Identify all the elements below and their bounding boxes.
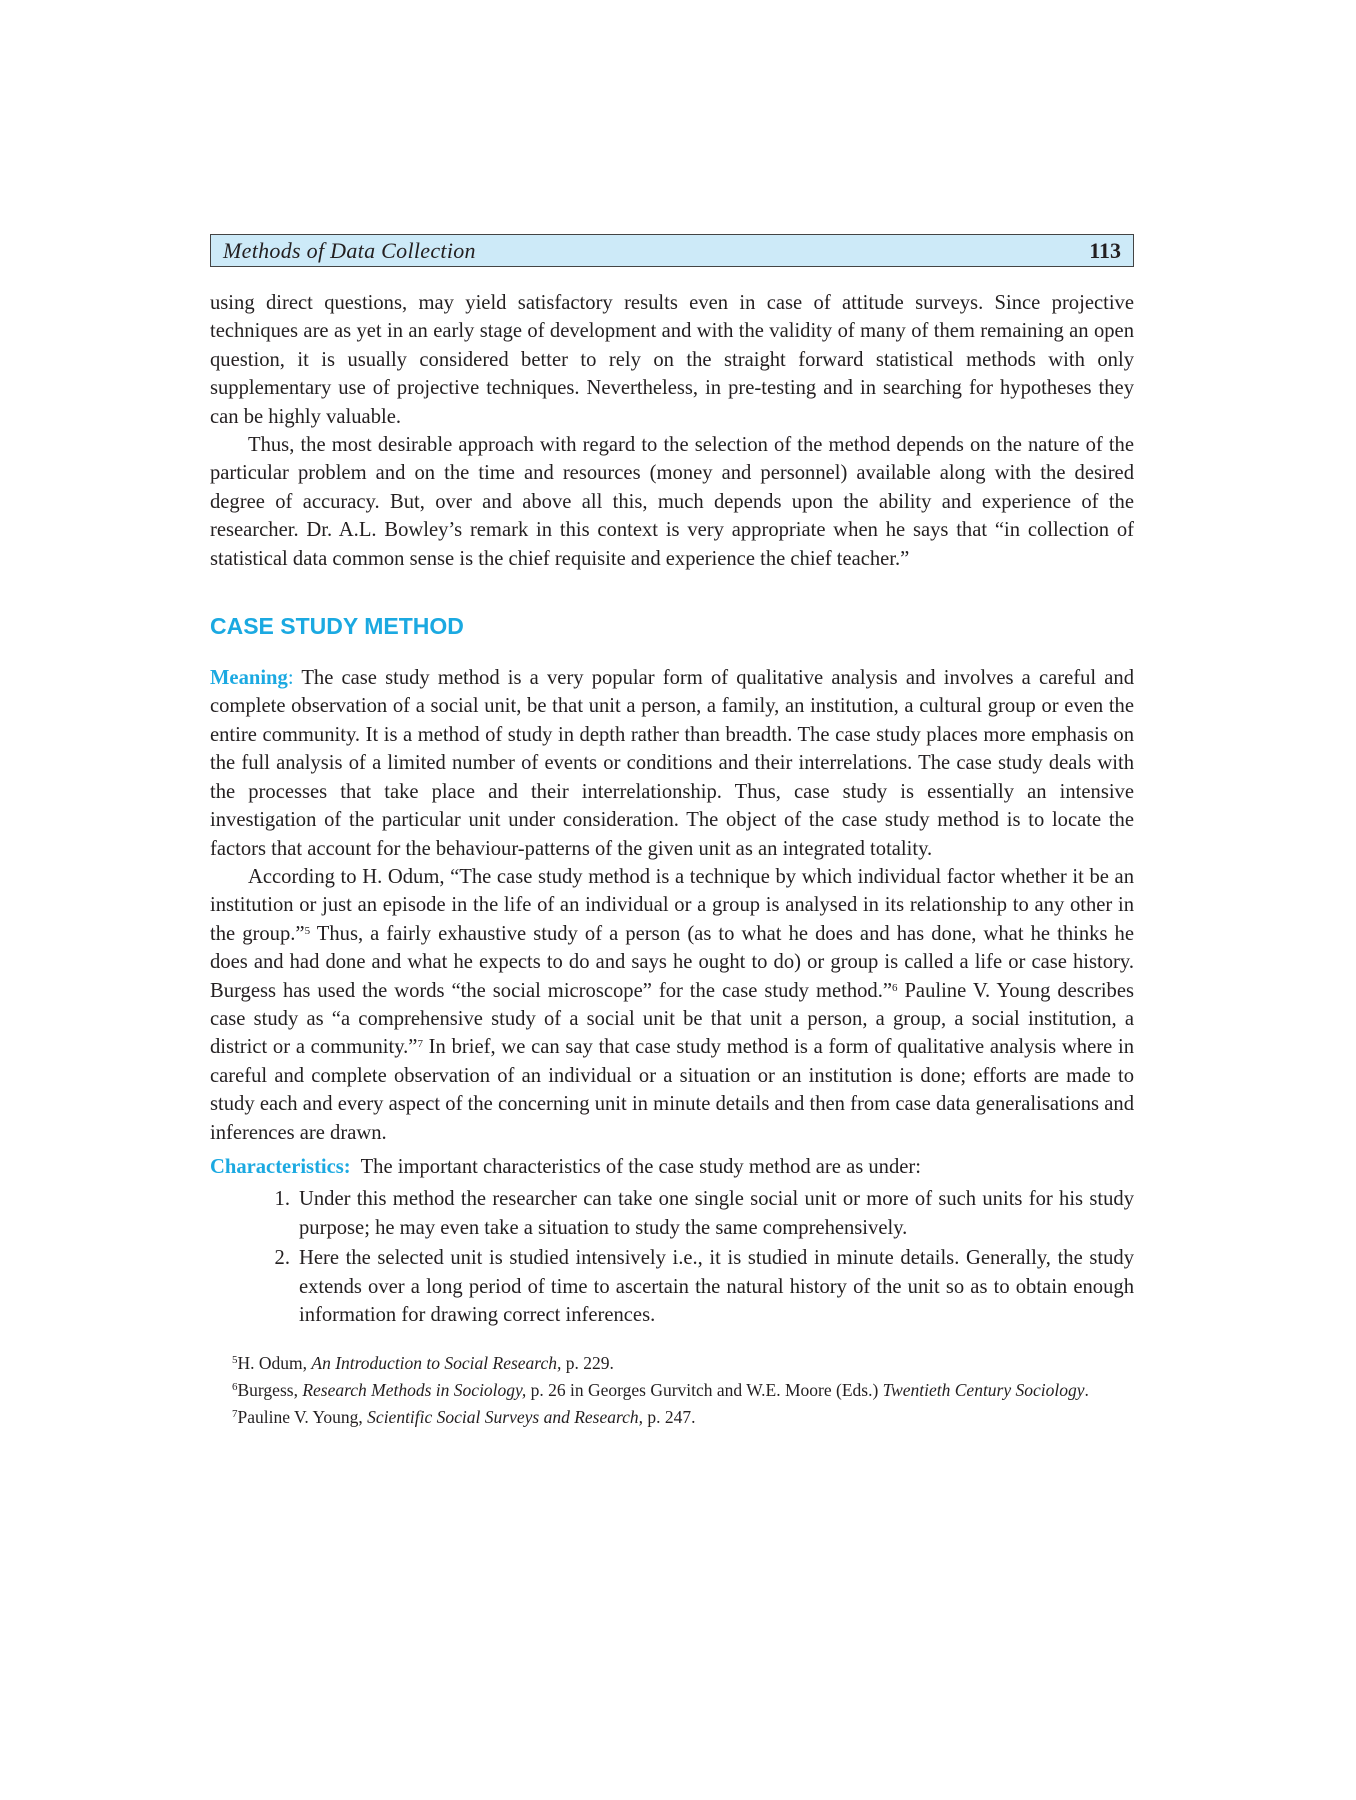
footnote-author: Burgess, — [237, 1380, 303, 1401]
list-item — [210, 1244, 1134, 1329]
footnote-number: 6 — [232, 1381, 238, 1394]
footnote-title: An Introduction to Social Research, — [311, 1353, 562, 1374]
footnote-author: H. Odum, — [237, 1353, 312, 1374]
footnote-5 — [210, 1351, 1134, 1375]
odum-text-3: Pauline V. Young describes case study as “a comprehensive study of a social unit be that unit a person, a group, a social institution, a district or a community.” — [210, 979, 1134, 1059]
running-title: Methods of Data Collection — [223, 237, 476, 263]
odum-text-4: In brief, we can say that case study method is a form of qualitative analysis where in careful and complete observation of an individual or a situation or an institution is done; efforts are made to study each and every aspect of the concerning unit in minute details and then from case data generalisations and inferences are drawn. — [210, 1036, 1134, 1144]
footnote-title: Research Methods in Sociology, — [302, 1380, 527, 1401]
footnote-page: p. 247. — [643, 1407, 696, 1428]
footnote-ref-6: 6 — [892, 981, 898, 994]
footnote-6 — [210, 1378, 1134, 1402]
footnote-title: Scientific Social Surveys and Research, — [367, 1407, 644, 1428]
characteristics-paragraph — [210, 1153, 1134, 1181]
footnote-end: . — [1084, 1380, 1089, 1401]
running-header — [210, 234, 1134, 267]
intro-paragraph-1: using direct questions, may yield satisfactory results even in case of attitude surveys. Since projective techniques are as yet in an early stage of development and with the validity of many of them remaining an open question, it is usually considered better to rely on the straight forward statistical methods with only supplementary use of projective techniques. Nevertheless, in pre-testing and in searching for hypotheses they can be highly valuable. — [210, 292, 1134, 428]
meaning-text: The case study method is a very popular form of qualitative analysis and involves a careful and complete observation of a social unit, be that unit a person, a family, an institution, a cultural group or even the entire community. It is a method of study in depth rather than breadth. The case study places more emphasis on the full analysis of a limited number of events or conditions and their interrelations. The case study deals with the processes that take place and their interrelationship. Thus, case study is essentially an intensive investigation of the particular unit under consideration. The object of the case study method is to locate the factors that account for the behaviour-patterns of the given unit as an integrated totality. — [210, 667, 1134, 860]
odum-text-1: According to H. Odum, “The case study method is a technique by which individual factor whether it be an institution or just an episode in the life of an individual or a group is analysed in its relationship to any other in the group.” — [210, 865, 1134, 945]
meaning-colon: : — [287, 667, 294, 690]
meaning-label: Meaning — [210, 667, 288, 690]
footnotes — [210, 1351, 1134, 1429]
characteristics-intro: The important characteristics of the case study method are as under: — [350, 1155, 921, 1178]
characteristics-label: Characteristics: — [210, 1155, 351, 1178]
footnote-page: p. 229. — [561, 1353, 614, 1374]
odum-text-2: Thus, a fairly exhaustive study of a person (as to what he does and has done, what he thinks he does and had done and what he expects to do and says he ought to do) or group is called a life or case history. Burgess has used the words “the social microscope” for the case study method.” — [210, 922, 1134, 1002]
intro-paragraph-2: Thus, the most desirable approach with regard to the selection of the method depends on the nature of the particular problem and on the time and resources (money and personnel) available along with the desired degree of accuracy. But, over and above all this, much depends upon the ability and experience of the researcher. Dr. A.L. Bowley’s remark in this context is very appropriate when he says that “in collection of statistical data common sense is the chief requisite and experience the chief teacher.” — [210, 434, 1134, 570]
list-item-text: Here the selected unit is studied intensively i.e., it is studied in minute details. Generally, the study extends over a long period of time to ascertain the natural history of the unit so as to obtain enough information for drawing correct inferences. — [299, 1247, 1134, 1326]
footnote-ref-7: 7 — [417, 1038, 423, 1051]
footnote-author: Pauline V. Young, — [237, 1407, 368, 1428]
footnote-number: 7 — [232, 1408, 238, 1421]
footnote-7 — [210, 1405, 1134, 1429]
list-item — [210, 1185, 1134, 1242]
list-item-text: Under this method the researcher can take one single social unit or more of such units for his study purpose; he may even take a situation to study the same comprehensively. — [299, 1188, 1134, 1239]
list-item-number: 1. — [274, 1188, 290, 1211]
meaning-paragraph — [210, 664, 1134, 863]
characteristics-list — [210, 1185, 1134, 1329]
footnote-page: p. 26 in Georges Gurvitch and W.E. Moore (Eds.) — [526, 1380, 883, 1401]
list-item-number: 2. — [274, 1247, 290, 1270]
footnote-number: 5 — [232, 1354, 238, 1367]
odum-paragraph — [210, 863, 1134, 1147]
book-page — [210, 234, 1134, 1429]
section-heading: CASE STUDY METHOD — [210, 613, 464, 640]
footnote-title-2: Twentieth Century Sociology — [882, 1380, 1085, 1401]
footnote-ref-5: 5 — [304, 924, 311, 937]
page-number: 113 — [1089, 237, 1121, 263]
